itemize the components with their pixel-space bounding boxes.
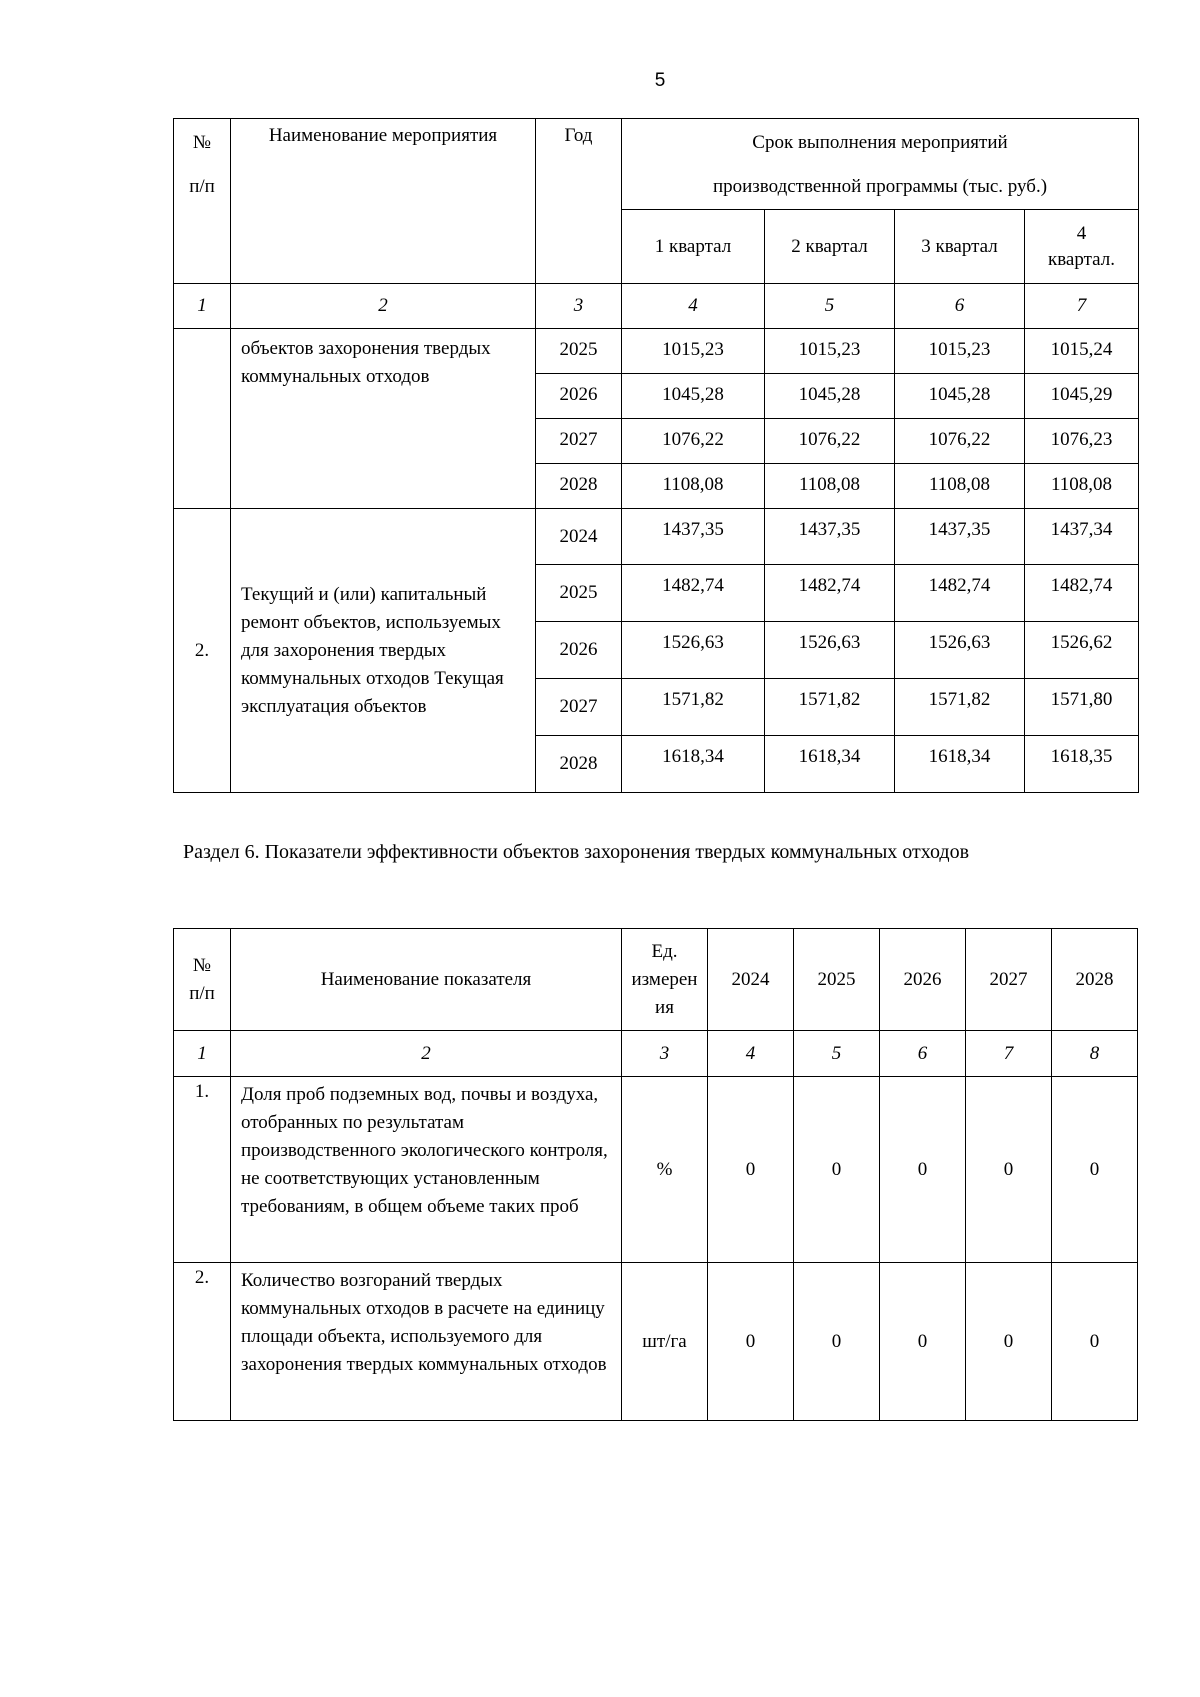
header-period: Срок выполнения мероприятий производственной программы (тыс. руб.) <box>622 119 1139 210</box>
year-cell: 2028 <box>536 736 622 793</box>
header-q1: 1 квартал <box>622 210 765 284</box>
q4-cell: 1437,34 <box>1025 509 1139 565</box>
q1-cell: 1571,82 <box>622 679 765 736</box>
value-2027: 0 <box>966 1263 1052 1421</box>
value-2026: 0 <box>880 1263 966 1421</box>
col-number: 5 <box>765 284 895 329</box>
q3-cell: 1045,28 <box>895 374 1025 419</box>
q1-cell: 1015,23 <box>622 329 765 374</box>
value-2024: 0 <box>708 1077 794 1263</box>
row-num-empty <box>174 329 231 509</box>
table-row <box>174 509 1139 565</box>
col-number: 3 <box>536 284 622 329</box>
row-num: 2. <box>174 1263 231 1421</box>
q4-cell: 1526,62 <box>1025 622 1139 679</box>
header-unit: Ед. измерен ия <box>622 929 708 1031</box>
production-program-table <box>173 118 1139 793</box>
header-year-2028: 2028 <box>1052 929 1138 1031</box>
col-number: 4 <box>622 284 765 329</box>
indicator-name: Доля проб подземных вод, почвы и воздуха, отобранных по результатам производственного экологического контроля, не соответствующих установленным требованиям, в общем объеме таких проб <box>231 1077 622 1263</box>
col-number: 4 <box>708 1031 794 1077</box>
header-year-2025: 2025 <box>794 929 880 1031</box>
year-cell: 2024 <box>536 509 622 565</box>
value-2025: 0 <box>794 1263 880 1421</box>
q3-cell: 1618,34 <box>895 736 1025 793</box>
q2-cell: 1108,08 <box>765 464 895 509</box>
year-cell: 2027 <box>536 419 622 464</box>
q4-cell: 1482,74 <box>1025 565 1139 622</box>
table-row <box>174 1077 1138 1263</box>
value-2024: 0 <box>708 1263 794 1421</box>
q2-cell: 1482,74 <box>765 565 895 622</box>
header-year-2024: 2024 <box>708 929 794 1031</box>
q1-cell: 1618,34 <box>622 736 765 793</box>
header-year-2026: 2026 <box>880 929 966 1031</box>
event-name: объектов захоронения твердых коммунальных отходов <box>231 329 536 509</box>
q1-cell: 1437,35 <box>622 509 765 565</box>
q1-cell: 1526,63 <box>622 622 765 679</box>
header-year-2027: 2027 <box>966 929 1052 1031</box>
q3-cell: 1482,74 <box>895 565 1025 622</box>
q4-cell: 1076,23 <box>1025 419 1139 464</box>
header-q2: 2 квартал <box>765 210 895 284</box>
unit-cell: шт/га <box>622 1263 708 1421</box>
col-number: 7 <box>1025 284 1139 329</box>
year-cell: 2026 <box>536 622 622 679</box>
header-q3: 3 квартал <box>895 210 1025 284</box>
q3-cell: 1108,08 <box>895 464 1025 509</box>
q2-cell: 1076,22 <box>765 419 895 464</box>
q2-cell: 1526,63 <box>765 622 895 679</box>
col-number: 5 <box>794 1031 880 1077</box>
header-event-name: Наименование мероприятия <box>231 119 536 284</box>
q4-cell: 1571,80 <box>1025 679 1139 736</box>
header-num: № п/п <box>174 929 231 1031</box>
q2-cell: 1571,82 <box>765 679 895 736</box>
year-cell: 2027 <box>536 679 622 736</box>
q2-cell: 1437,35 <box>765 509 895 565</box>
q2-cell: 1015,23 <box>765 329 895 374</box>
header-q4: 4 квартал. <box>1025 210 1139 284</box>
q3-cell: 1437,35 <box>895 509 1025 565</box>
q1-cell: 1045,28 <box>622 374 765 419</box>
q4-cell: 1618,35 <box>1025 736 1139 793</box>
year-cell: 2026 <box>536 374 622 419</box>
q3-cell: 1015,23 <box>895 329 1025 374</box>
q1-cell: 1076,22 <box>622 419 765 464</box>
col-number: 3 <box>622 1031 708 1077</box>
q4-cell: 1015,24 <box>1025 329 1139 374</box>
year-cell: 2025 <box>536 329 622 374</box>
header-indicator-name: Наименование показателя <box>231 929 622 1031</box>
row-num: 2. <box>174 509 231 793</box>
value-2026: 0 <box>880 1077 966 1263</box>
q2-cell: 1045,28 <box>765 374 895 419</box>
value-2028: 0 <box>1052 1263 1138 1421</box>
event-name: Текущий и (или) капитальный ремонт объектов, используемых для захоронения твердых коммунальных отходов Текущая эксплуатация объектов <box>231 509 536 793</box>
value-2025: 0 <box>794 1077 880 1263</box>
year-cell: 2028 <box>536 464 622 509</box>
col-number: 7 <box>966 1031 1052 1077</box>
col-number: 1 <box>174 1031 231 1077</box>
q1-cell: 1108,08 <box>622 464 765 509</box>
section-6-title: Раздел 6. Показатели эффективности объектов захоронения твердых коммунальных отходов <box>183 841 970 863</box>
col-number: 2 <box>231 284 536 329</box>
q1-cell: 1482,74 <box>622 565 765 622</box>
unit-cell: % <box>622 1077 708 1263</box>
efficiency-indicators-table <box>173 928 1138 1421</box>
indicator-name: Количество возгораний твердых коммунальных отходов в расчете на единицу площади объекта, используемого для захоронения твердых коммунальных отходов <box>231 1263 622 1421</box>
q3-cell: 1571,82 <box>895 679 1025 736</box>
year-cell: 2025 <box>536 565 622 622</box>
page-number: 5 <box>654 70 666 91</box>
value-2027: 0 <box>966 1077 1052 1263</box>
row-num: 1. <box>174 1077 231 1263</box>
q4-cell: 1108,08 <box>1025 464 1139 509</box>
col-number: 1 <box>174 284 231 329</box>
value-2028: 0 <box>1052 1077 1138 1263</box>
q3-cell: 1526,63 <box>895 622 1025 679</box>
header-num: № п/п <box>174 119 231 284</box>
table-row <box>174 1263 1138 1421</box>
q3-cell: 1076,22 <box>895 419 1025 464</box>
col-number: 2 <box>231 1031 622 1077</box>
q4-cell: 1045,29 <box>1025 374 1139 419</box>
col-number: 8 <box>1052 1031 1138 1077</box>
col-number: 6 <box>895 284 1025 329</box>
header-year: Год <box>536 119 622 284</box>
col-number: 6 <box>880 1031 966 1077</box>
q2-cell: 1618,34 <box>765 736 895 793</box>
table-row <box>174 329 1139 374</box>
